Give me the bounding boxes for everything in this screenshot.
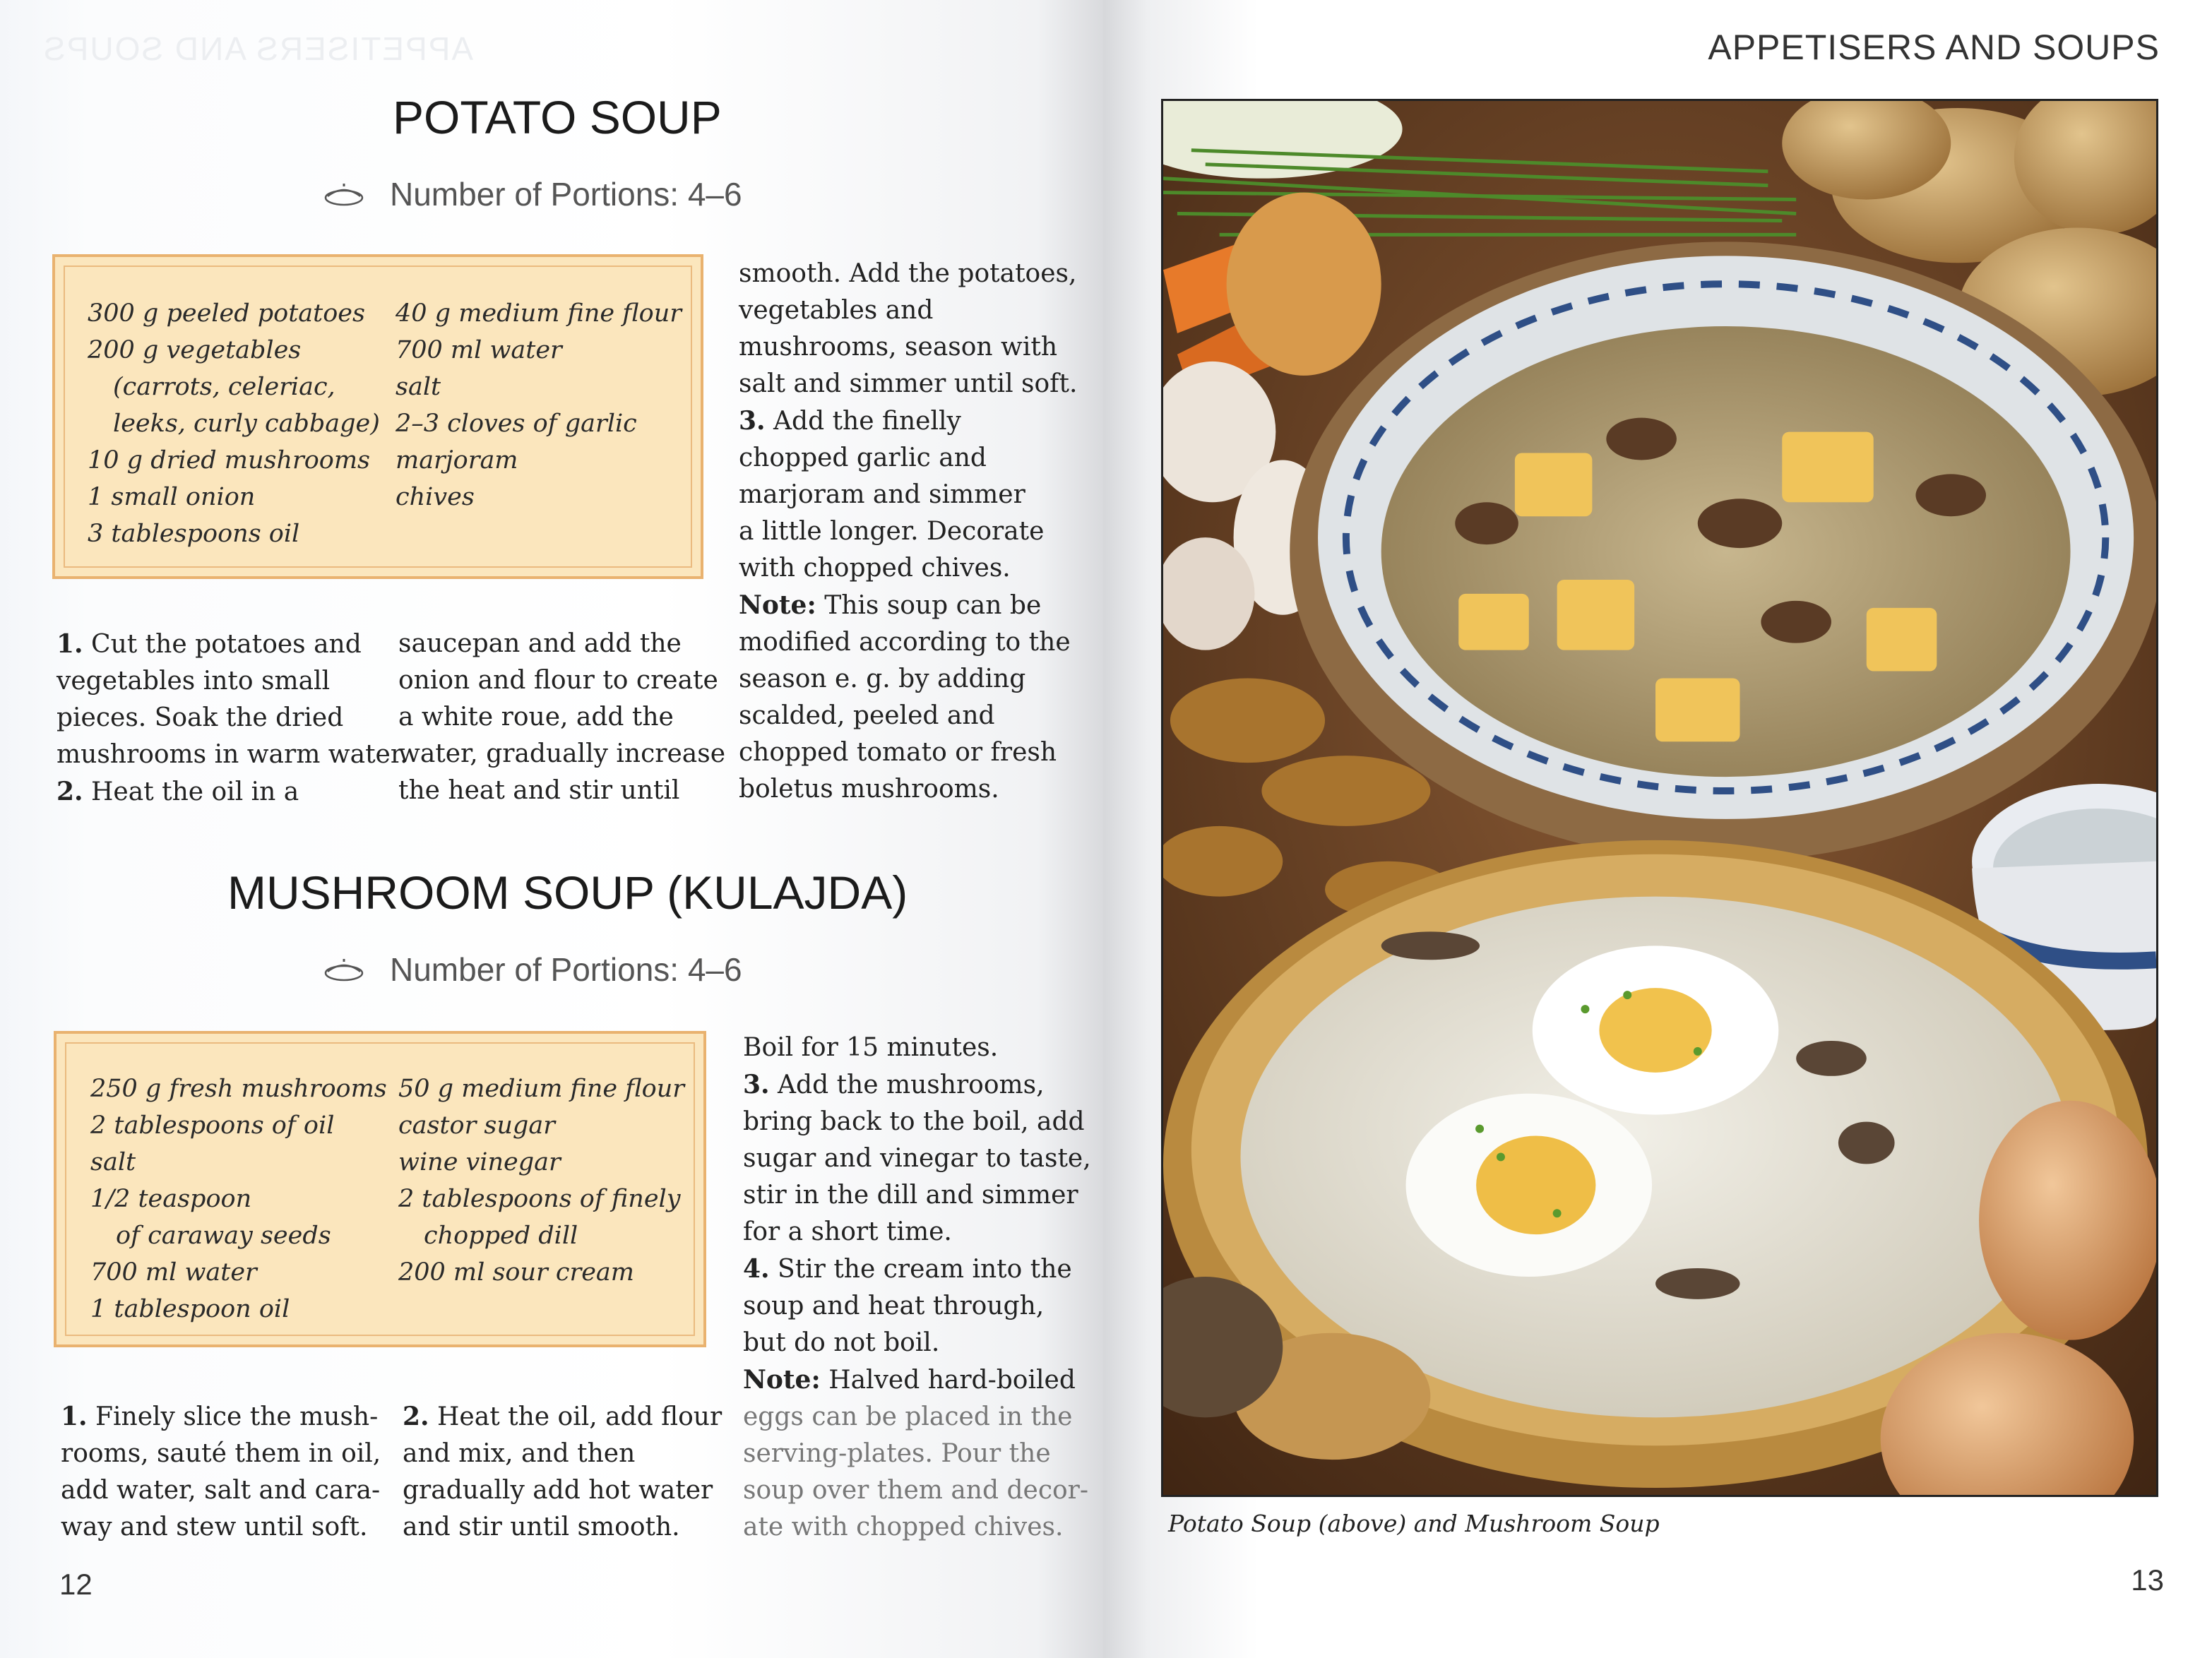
mushroom-ingredients-right <box>398 1070 684 1291</box>
method-line: ate with chopped chives. <box>743 1513 1064 1541</box>
method-line: eggs can be placed in the <box>743 1402 1073 1431</box>
soup-illustration <box>1163 101 2156 1495</box>
method-line: scalded, peeled and <box>739 701 995 730</box>
method-line: soup over them and decor- <box>743 1476 1089 1505</box>
method-line: 3. Add the finelly <box>739 406 961 436</box>
method-line: soup and heat through, <box>743 1292 1045 1320</box>
method-line: 2. Heat the oil, add flour <box>403 1402 723 1431</box>
method-line: rooms, sauté them in oil, <box>61 1439 381 1468</box>
step-marker: 3. <box>743 1070 770 1099</box>
section-header: APPETISERS AND SOUPS <box>1708 28 2160 67</box>
mushroom-portions <box>322 950 742 989</box>
soup-pot-icon <box>322 182 366 206</box>
method-line: salt and simmer until soft. <box>739 369 1078 398</box>
method-line: saucepan and add the <box>398 629 682 658</box>
method-line: Note: This soup can be <box>739 590 1042 620</box>
page-number-left: 12 <box>59 1568 93 1601</box>
method-line: with chopped chives. <box>739 554 1011 583</box>
ingredient: 250 g fresh mushrooms <box>90 1075 387 1103</box>
ingredient: 2–3 cloves of garlic <box>396 410 637 438</box>
step-marker: 3. <box>739 406 766 436</box>
step-marker: 2. <box>403 1402 429 1431</box>
ingredient: castor sugar <box>398 1111 555 1140</box>
potato-ingredients-right <box>396 295 682 515</box>
ingredient: 1 tablespoon oil <box>90 1295 290 1323</box>
potato-portions-text: Number of Portions: 4–6 <box>390 176 742 213</box>
potato-method-col2 <box>398 626 725 809</box>
method-line: 1. Finely slice the mush- <box>61 1402 379 1431</box>
ingredient: chopped dill <box>424 1222 578 1250</box>
method-line: 2. Heat the oil in a <box>57 777 299 806</box>
method-line: stir in the dill and simmer <box>743 1181 1078 1210</box>
method-line: add water, salt and cara- <box>61 1476 381 1505</box>
ingredient: wine vinegar <box>398 1148 561 1176</box>
method-line: onion and flour to create <box>398 666 718 695</box>
potato-ingredients-box <box>52 254 703 579</box>
method-line: the heat and stir until <box>398 776 680 805</box>
soup-photo <box>1161 99 2158 1497</box>
left-page <box>0 0 1103 1658</box>
ingredient: 50 g medium fine flour <box>398 1075 684 1103</box>
ingredient: salt <box>90 1148 136 1176</box>
mushroom-soup-title: MUSHROOM SOUP (KULAJDA) <box>227 866 908 919</box>
method-line: a little longer. Decorate <box>739 517 1045 546</box>
step-marker: 4. <box>743 1254 770 1284</box>
method-line: chopped garlic and <box>739 443 987 472</box>
method-line: 3. Add the mushrooms, <box>743 1070 1045 1099</box>
step-marker: Note: <box>739 590 816 620</box>
method-line: season e. g. by adding <box>739 664 1026 693</box>
ingredient: 40 g medium fine flour <box>396 299 682 328</box>
ingredient: marjoram <box>396 446 518 475</box>
mushroom-method-col2 <box>403 1398 722 1546</box>
method-line: boletus mushrooms. <box>739 775 999 804</box>
ingredient: 300 g peeled potatoes <box>88 299 365 328</box>
ingredient: of caraway seeds <box>116 1222 331 1250</box>
ingredient: 700 ml water <box>396 336 562 364</box>
ingredient: 10 g dried mushrooms <box>88 446 371 475</box>
page-number-right: 13 <box>2131 1563 2164 1597</box>
potato-soup-title: POTATO SOUP <box>393 91 722 143</box>
show-through-text: APPETISERS AND SOUPS <box>42 30 474 67</box>
method-line: Boil for 15 minutes. <box>743 1033 999 1062</box>
method-line: water, gradually increase <box>398 739 726 768</box>
ingredient: 2 tablespoons of oil <box>90 1111 335 1140</box>
method-line: but do not boil. <box>743 1328 940 1357</box>
ingredient: 200 ml sour cream <box>398 1258 634 1287</box>
method-line: vegetables and <box>739 296 934 325</box>
soup-pot-icon <box>322 958 366 982</box>
ingredient: 1 small onion <box>88 483 256 511</box>
potato-ingredients-left <box>88 295 380 552</box>
method-line: vegetables into small <box>57 667 331 696</box>
method-line: marjoram and simmer <box>739 480 1025 509</box>
step-marker: 2. <box>57 777 83 806</box>
method-line: mushrooms in warm water. <box>57 740 408 769</box>
method-line: way and stew until soft. <box>61 1513 368 1541</box>
method-line: sugar and vinegar to taste, <box>743 1144 1091 1173</box>
ingredient: 700 ml water <box>90 1258 257 1287</box>
method-line: for a short time. <box>743 1217 952 1246</box>
method-line: pieces. Soak the dried <box>57 703 344 732</box>
method-line: bring back to the boil, add <box>743 1107 1085 1136</box>
ingredient: 200 g vegetables <box>88 336 302 364</box>
mushroom-ingredients-box <box>54 1031 706 1347</box>
method-line: chopped tomato or fresh <box>739 738 1057 767</box>
method-line: 4. Stir the cream into the <box>743 1254 1072 1284</box>
potato-method-col3 <box>739 256 1077 808</box>
mushroom-method-col3 <box>743 1030 1091 1546</box>
mushroom-portions-text: Number of Portions: 4–6 <box>390 951 742 988</box>
method-line: modified according to the <box>739 628 1071 657</box>
ingredient: leeks, curly cabbage) <box>113 410 380 438</box>
ingredient: (carrots, celeriac, <box>113 373 335 401</box>
ingredient: 3 tablespoons oil <box>88 520 300 548</box>
ingredient: chives <box>396 483 475 511</box>
ingredient: salt <box>396 373 441 401</box>
mushroom-method-col1 <box>61 1398 381 1546</box>
method-line: mushrooms, season with <box>739 333 1058 362</box>
method-line: a white roue, add the <box>398 703 674 732</box>
step-marker: 1. <box>57 629 83 659</box>
potato-portions <box>322 175 742 213</box>
ingredient: 2 tablespoons of finely <box>398 1185 681 1213</box>
mushroom-ingredients-left <box>90 1070 387 1328</box>
method-line: smooth. Add the potatoes, <box>739 259 1077 288</box>
method-line: and mix, and then <box>403 1439 636 1468</box>
method-line: 1. Cut the potatoes and <box>57 629 362 659</box>
photo-caption: Potato Soup (above) and Mushroom Soup <box>1168 1510 1660 1537</box>
method-line: and stir until smooth. <box>403 1513 680 1541</box>
ingredient: 1/2 teaspoon <box>90 1185 252 1213</box>
method-line: Note: Halved hard-boiled <box>743 1365 1076 1395</box>
step-marker: 1. <box>61 1402 88 1431</box>
potato-method-col1 <box>57 626 408 811</box>
method-line: serving-plates. Pour the <box>743 1439 1051 1468</box>
method-line: gradually add hot water <box>403 1476 713 1505</box>
step-marker: Note: <box>743 1365 821 1395</box>
